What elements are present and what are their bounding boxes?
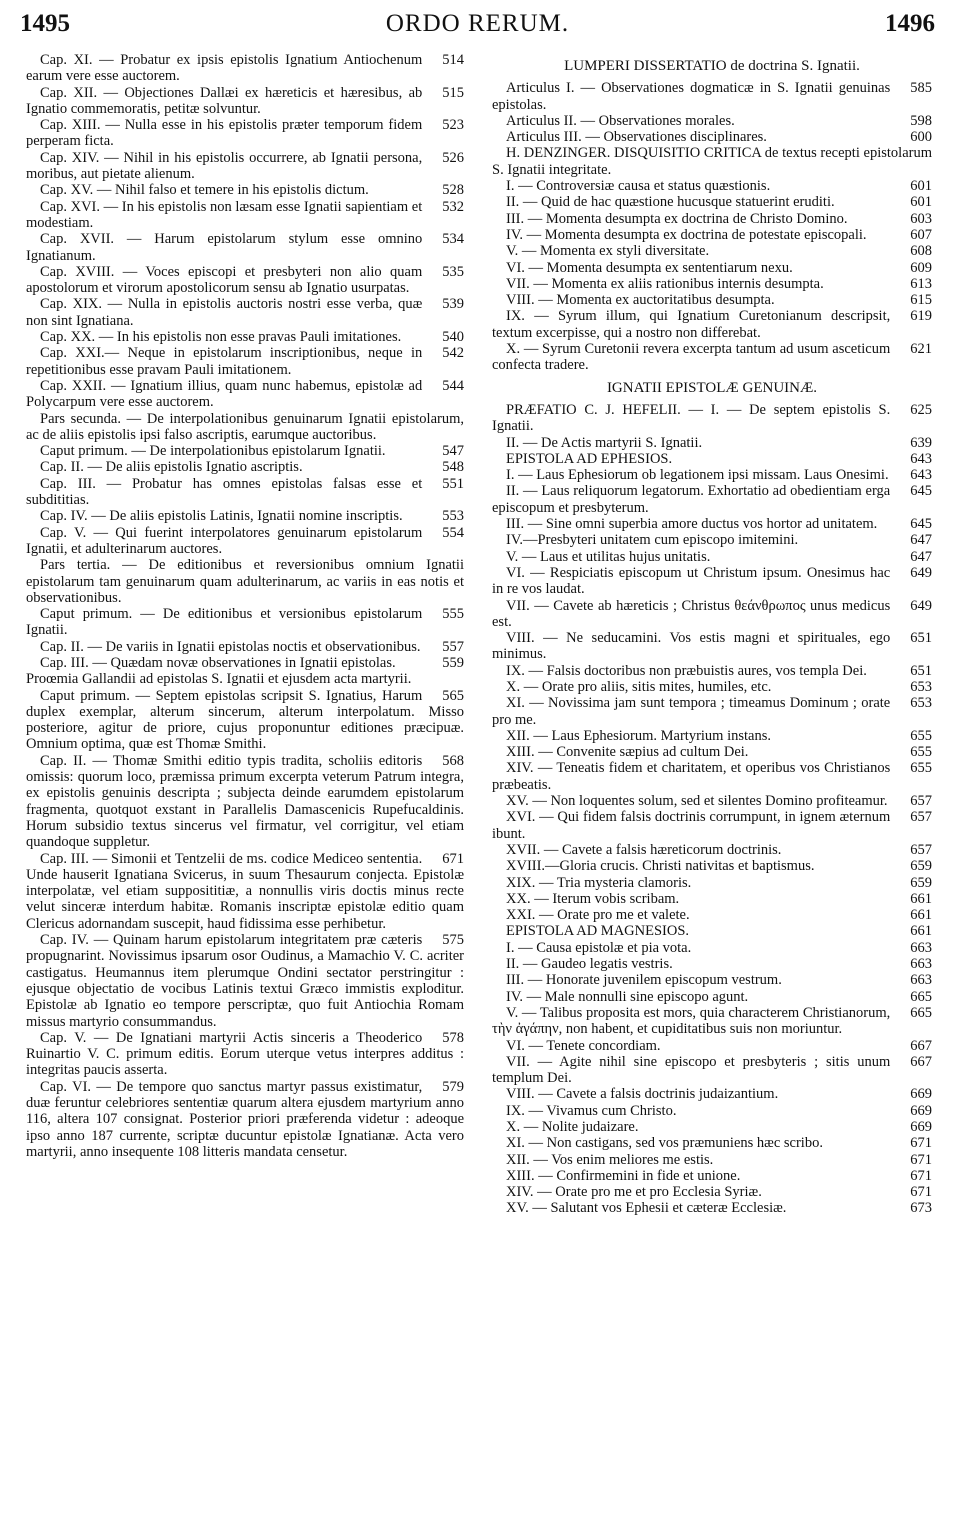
- toc-entry-text: Articulus I. — Observationes dogmaticæ in S. Ignatii genuinas epistolas.: [492, 80, 891, 113]
- toc-entry: [492, 308, 932, 341]
- toc-entry: [26, 557, 464, 606]
- toc-entry: [492, 842, 932, 858]
- toc-page-number: 651: [910, 630, 932, 647]
- toc-page-number: 669: [910, 1086, 932, 1103]
- toc-page-number: 603: [910, 210, 932, 227]
- toc-entry: [492, 875, 932, 891]
- toc-entry: [492, 341, 932, 374]
- toc-entry-text: XVI. — Qui fidem falsis doctrinis corrumpunt, in ignem æternum ibunt.: [492, 809, 891, 842]
- toc-entry-text: Cap. III. — Simonii et Tentzelii de ms. codice Mediceo sententia. Unde hauserit Ignatiana Svicerus, in suum Thesaurum conjecta. Epistolæ interpolatæ, vel etiam supposititiæ, a nonnullis viris doctis minus recte velut sinceræ interdum habitæ. Romanis inscriptæ epistolæ editio quam Clericus adornandam suscepit, haud fidissima esse perhibetur.: [26, 850, 464, 932]
- toc-entry: [492, 467, 932, 483]
- toc-entry: [492, 113, 932, 129]
- toc-entry: [492, 178, 932, 194]
- toc-page-number: 579: [442, 1078, 464, 1095]
- toc-entry: [492, 1152, 932, 1168]
- toc-entry-text: X. — Orate pro aliis, sitis mites, humiles, etc.: [506, 678, 772, 695]
- toc-page-number: 557: [442, 638, 464, 655]
- toc-entry-text: IX. — Syrum illum, qui Ignatium Curetonianum descripsit, textum excerpisse, qui a nostro non differebat.: [492, 308, 891, 341]
- toc-entry: [26, 329, 464, 345]
- section-heading: IGNATII EPISTOLÆ GENUINÆ.: [606, 379, 818, 396]
- toc-entry: [492, 923, 932, 939]
- toc-entry-text: XI. — Novissima jam sunt tempora ; timeamus Dominum ; orate pro me.: [492, 695, 891, 728]
- toc-entry-text: Cap. XIX. — Nulla in epistolis auctoris nostri esse verba, quæ non sint Ignatiana.: [26, 296, 423, 329]
- toc-entry-text: Cap. XX. — In his epistolis non esse pravas Pauli imitationes.: [40, 329, 402, 346]
- toc-entry: [492, 989, 932, 1005]
- toc-entry: [492, 744, 932, 760]
- toc-entry-text: Cap. V. — Qui fuerint interpolatores genuinarum epistolarum Ignatii, et adulterinarum auctores.: [26, 524, 423, 557]
- section-heading: LUMPERI DISSERTATIO de doctrina S. Ignatii.: [564, 58, 860, 74]
- toc-page-number: 657: [910, 841, 932, 858]
- toc-page-number: 667: [910, 1037, 932, 1054]
- toc-page-number: 598: [910, 112, 932, 129]
- toc-entry: [26, 85, 464, 118]
- toc-entry-text: Cap. XIII. — Nulla esse in his epistolis præter temporum fidem perperam ficta.: [26, 117, 423, 150]
- toc-page-number: 547: [442, 443, 464, 460]
- toc-entry-text: VI. — Respiciatis episcopum ut Christum ipsum. Onesimus hac in re vos laudat.: [492, 564, 891, 598]
- toc-entry: [26, 117, 464, 150]
- toc-page-number: 523: [442, 117, 464, 134]
- toc-entry-text: PRÆFATIO C. J. HEFELII. — I. — De septem epistolis S. Ignatii.: [492, 401, 891, 435]
- toc-entry: [492, 516, 932, 532]
- toc-page-number: 534: [442, 231, 464, 248]
- toc-page-number: 526: [442, 149, 464, 166]
- toc-page-number: 645: [910, 483, 932, 500]
- toc-page-number: 657: [910, 793, 932, 810]
- toc-page-number: 609: [910, 259, 932, 276]
- toc-entry-text: Proœmia Gallandii ad epistolas S. Ignatii et ejusdem acta martyrii.: [26, 671, 412, 688]
- toc-entry-text: Pars secunda. — De interpolationibus genuinarum Ignatii epistolarum, ac de aliis epistolis ipsi falso ascriptis, earumque auctoribus.: [26, 410, 464, 443]
- toc-entry-text: II. — De Actis martyrii S. Ignatii.: [506, 434, 703, 451]
- toc-entry: [26, 52, 464, 85]
- toc-entry: [492, 435, 932, 451]
- toc-page-number: 661: [910, 907, 932, 924]
- toc-entry-text: II. — Gaudeo legatis vestris.: [506, 956, 673, 973]
- toc-entry: [26, 443, 464, 459]
- toc-entry-text: VI. — Tenete concordiam.: [506, 1037, 661, 1054]
- toc-entry: [492, 1005, 932, 1038]
- toc-entry: [492, 276, 932, 292]
- toc-entry-text: V. — Laus et utilitas hujus unitatis.: [506, 548, 711, 565]
- toc-entry: [492, 194, 932, 210]
- toc-entry: [26, 182, 464, 198]
- toc-entry: [492, 598, 932, 631]
- toc-entry: [26, 296, 464, 329]
- toc-entry-text: Caput primum. — De editionibus et versionibus epistolarum Ignatii.: [26, 606, 423, 639]
- toc-page-number: 663: [910, 972, 932, 989]
- toc-page-number: 578: [442, 1029, 464, 1046]
- toc-page-number: 653: [910, 695, 932, 712]
- toc-entry-text: Cap. XVI. — In his epistolis non læsam esse Ignatii sapientiam et modestiam.: [26, 198, 423, 231]
- toc-entry: [492, 1184, 932, 1200]
- left-column: [26, 52, 464, 1160]
- toc-page-number: 669: [910, 1102, 932, 1119]
- toc-entry: [492, 858, 932, 874]
- toc-entry-text: XV. — Salutant vos Ephesii et cæteræ Ecclesiæ.: [506, 1200, 787, 1217]
- toc-page-number: 555: [442, 606, 464, 623]
- toc-page-number: 643: [910, 450, 932, 467]
- toc-entry-text: VII. — Momenta ex aliis rationibus internis desumpta.: [506, 275, 824, 292]
- toc-entry: [492, 532, 932, 548]
- toc-entry: [26, 150, 464, 183]
- toc-entry-text: Cap. XII. — Objectiones Dallæi ex hæreticis et hæresibus, ab Ignatio commemoratis, petitæ solvuntur.: [26, 84, 423, 117]
- toc-entry-text: Cap. III. — Quædam novæ observationes in Ignatii epistolas.: [40, 654, 396, 671]
- toc-entry-text: Caput primum. — De interpolationibus epistolarum Ignatii.: [40, 443, 386, 460]
- toc-entry: [492, 663, 932, 679]
- toc-entry-text: XIX. — Tria mysteria clamoris.: [506, 874, 692, 891]
- toc-entry-text: XV. — Non loquentes solum, sed et silentes Domino profiteamur.: [506, 793, 888, 810]
- toc-entry-text: I. — Controversiæ causa et status quæstionis.: [506, 178, 771, 195]
- toc-entry: [492, 793, 932, 809]
- toc-entry-text: XIII. — Confirmemini in fide et unione.: [506, 1167, 741, 1184]
- toc-entry: [492, 1038, 932, 1054]
- toc-entry: [492, 145, 932, 178]
- toc-page-number: 663: [910, 956, 932, 973]
- toc-page-number: 515: [442, 84, 464, 101]
- toc-page-number: 619: [910, 308, 932, 325]
- toc-entry: [492, 129, 932, 145]
- toc-entry: [492, 1200, 932, 1216]
- toc-page-number: 671: [910, 1167, 932, 1184]
- toc-entry: [492, 451, 932, 467]
- toc-page-number: 625: [910, 401, 932, 418]
- toc-page-number: 655: [910, 744, 932, 761]
- toc-entry-text: IX. — Vivamus cum Christo.: [506, 1102, 677, 1119]
- toc-page-number: 565: [442, 687, 464, 704]
- toc-entry: [492, 402, 932, 435]
- toc-entry: [492, 972, 932, 988]
- toc-page-number: 655: [910, 727, 932, 744]
- toc-entry-text: IV.—Presbyteri unitatem cum episcopo imitemini.: [506, 532, 799, 549]
- page-number-left: 1495: [20, 10, 70, 37]
- toc-page-number: 673: [910, 1200, 932, 1217]
- toc-entry-text: IV. — Momenta desumpta ex doctrina de potestate episcopali.: [506, 226, 867, 243]
- toc-entry: [26, 476, 464, 509]
- toc-page-number: 585: [910, 80, 932, 97]
- toc-entry: [26, 639, 464, 655]
- toc-page-number: 669: [910, 1119, 932, 1135]
- toc-page-number: 663: [910, 939, 932, 956]
- toc-entry: [492, 292, 932, 308]
- toc-page-number: 659: [910, 874, 932, 891]
- toc-entry-text: XIV. — Teneatis fidem et charitatem, et operibus vos Christianos præbeatis.: [492, 760, 891, 793]
- toc-page-number: 553: [442, 508, 464, 525]
- toc-entry-text: IX. — Falsis doctoribus non præbuistis aures, vos templa Dei.: [506, 662, 867, 679]
- toc-entry-text: Cap. XXII. — Ignatium illius, quam nunc habemus, epistolæ ad Polycarpum vere esse auctorem.: [26, 377, 423, 411]
- toc-entry: [26, 378, 464, 411]
- toc-page-number: 671: [442, 850, 464, 867]
- toc-entry-text: Cap. IV. — De aliis epistolis Latinis, Ignatii nomine inscriptis.: [40, 508, 403, 525]
- toc-entry: [492, 243, 932, 259]
- toc-entry: [492, 80, 932, 113]
- toc-entry-text: Articulus III. — Observationes disciplinares.: [506, 129, 767, 146]
- toc-entry: [26, 1030, 464, 1079]
- toc-page-number: 554: [442, 524, 464, 541]
- toc-entry-text: III. — Honorate juvenilem episcopum vestrum.: [506, 972, 782, 989]
- toc-entry-text: Pars tertia. — De editionibus et reversionibus omnium Ignatii epistolarum tam genuinarum quam adulterinarum, ac variis in eas notis et observationibus.: [26, 557, 464, 606]
- toc-entry: [26, 459, 464, 475]
- toc-entry-text: Cap. VI. — De tempore quo sanctus martyr passus existimatur, duæ feruntur celebriores sententiæ quarum altera ejusdem martyrium anno 116, altera 107 consignat. Posterior priori præferenda videtur : adeoque ipso anno 187 currente, scriptæ ducuntur epistolæ Ignatianæ. Acta vero martyrii, anno insequente 108 litteris mandata censetur.: [26, 1078, 464, 1160]
- toc-entry: [492, 907, 932, 923]
- toc-page-number: 575: [442, 932, 464, 949]
- toc-page-number: 539: [442, 296, 464, 313]
- toc-page-number: 647: [910, 548, 932, 565]
- toc-entry-text: XVII. — Cavete a falsis hæreticorum doctrinis.: [506, 841, 782, 858]
- toc-entry-text: IV. — Male nonnulli sine episcopo agunt.: [506, 988, 749, 1005]
- toc-entry-text: VIII. — Momenta ex auctoritatibus desumpta.: [506, 292, 775, 309]
- toc-entry: [26, 932, 464, 1030]
- toc-page-number: 607: [910, 226, 932, 243]
- toc-page-number: 608: [910, 243, 932, 260]
- toc-page-number: 647: [910, 532, 932, 549]
- toc-entry: [492, 1054, 932, 1087]
- toc-entry-text: XI. — Non castigans, sed vos præmuniens hæc scribo.: [506, 1135, 823, 1152]
- toc-page-number: 671: [910, 1184, 932, 1201]
- toc-page-number: 639: [910, 434, 932, 451]
- toc-page-number: 568: [442, 752, 464, 769]
- toc-entry: [26, 345, 464, 378]
- toc-entry: [492, 630, 932, 663]
- toc-entry-text: Cap. III. — Probatur has omnes epistolas falsas esse et subdititias.: [26, 475, 423, 509]
- toc-entry: [26, 264, 464, 297]
- toc-entry: [492, 679, 932, 695]
- toc-entry-text: XIV. — Orate pro me et pro Ecclesia Syriæ.: [506, 1184, 762, 1201]
- page-number-right: 1496: [885, 10, 935, 37]
- toc-entry-text: XXI. — Orate pro me et valete.: [506, 907, 690, 924]
- toc-entry-text: VII. — Agite nihil sine episcopo et presbyteris ; sitis unum templum Dei.: [492, 1053, 891, 1087]
- toc-entry: [492, 728, 932, 744]
- toc-entry-text: Cap. XVIII. — Voces episcopi et presbyteri non alio quam apostolorum et virorum apostolicorum sensu ab Ignatio usurpatas.: [26, 263, 423, 297]
- toc-page-number: 661: [910, 890, 932, 907]
- toc-entry-text: Cap. XXI.— Neque in epistolarum inscriptionibus, neque in repetitionibus esse pravam Pauli imitationem.: [26, 345, 423, 378]
- toc-page-number: 532: [442, 198, 464, 215]
- toc-page-number: 514: [442, 52, 464, 68]
- toc-entry-text: Cap. XIV. — Nihil in his epistolis occurrere, ab Ignatii persona, moribus, aut pietate alienum.: [26, 149, 423, 183]
- toc-entry-text: III. — Momenta desumpta ex doctrina de Christo Domino.: [506, 210, 848, 227]
- toc-entry-text: EPISTOLA AD MAGNESIOS.: [506, 923, 690, 940]
- toc-entry-text: Cap. IV. — Quinam harum epistolarum integritatem præ cæteris propugnarint. Novissimus ipsarum osor Oudinus, a Mamachio V. C. acriter castigatus. Heumannus item plerumque Ondini sectator perstringitur : ejusque objectatio de vocibus Latinis textui Græco immistis exploditur. Epistolæ ab Ignatio eo tempore perscriptæ, quo fuit Antiochia Romam missus martyrio consummandus.: [26, 932, 464, 1030]
- toc-entry-text: X. — Syrum Curetonii revera excerpta tantum ad usum asceticum confecta tradere.: [492, 341, 891, 374]
- toc-entry-text: Cap. XI. — Probatur ex ipsis epistolis Ignatium Antiochenum earum vere esse auctorem.: [26, 52, 423, 85]
- toc-page-number: 544: [442, 377, 464, 394]
- toc-entry: [492, 565, 932, 598]
- right-column: [492, 52, 932, 1217]
- toc-entry: [26, 606, 464, 639]
- toc-entry-text: Cap. XV. — Nihil falso et temere in his epistolis dictum.: [40, 182, 369, 199]
- toc-entry-text: Cap. II. — De variis in Ignatii epistolas noctis et observationibus.: [40, 638, 421, 655]
- toc-entry: [26, 655, 464, 671]
- toc-entry: [492, 1168, 932, 1184]
- toc-page-number: 649: [910, 564, 932, 581]
- toc-entry-text: X. — Nolite judaizare.: [506, 1119, 639, 1135]
- toc-entry-text: V. — Talibus proposita est mors, quia characterem Christianorum, τὴν ἀγάπην, non habent, et cupiditatibus suis non moriuntur.: [492, 1004, 891, 1038]
- toc-entry: [492, 260, 932, 276]
- toc-entry: [492, 549, 932, 565]
- toc-page-number: 657: [910, 809, 932, 826]
- toc-entry-text: XIII. — Convenite sæpius ad cultum Dei.: [506, 744, 749, 761]
- toc-page-number: 600: [910, 129, 932, 146]
- toc-entry: [26, 753, 464, 851]
- toc-page-number: 551: [442, 475, 464, 492]
- toc-entry-text: VII. — Cavete ab hæreticis ; Christus θεάνθρωπος unus medicus est.: [492, 597, 891, 630]
- toc-entry: [492, 956, 932, 972]
- toc-entry: [26, 508, 464, 524]
- toc-entry-text: XX. — Iterum vobis scribam.: [506, 890, 680, 907]
- toc-entry: [492, 1135, 932, 1151]
- toc-entry: [26, 688, 464, 753]
- toc-entry: [492, 227, 932, 243]
- toc-entry-text: Caput primum. — Septem epistolas scripsit S. Ignatius, Harum duplex exemplar, alterum sincerum, alterum interpolatum. Misso posteriore, agitur de priore, cujus proponuntur editiones præcipuæ. Omnium optima, quæ est Thomæ Smithi.: [26, 687, 464, 753]
- toc-entry-text: VIII. — Cavete a falsis doctrinis judaizantium.: [506, 1086, 779, 1103]
- toc-entry: [492, 695, 932, 728]
- toc-entry-text: Articulus II. — Observationes morales.: [506, 112, 735, 129]
- toc-page-number: 613: [910, 275, 932, 292]
- toc-entry: [492, 940, 932, 956]
- toc-page-number: 559: [442, 654, 464, 671]
- toc-entry-text: VIII. — Ne seducamini. Vos estis magni et spirituales, ego minimus.: [492, 630, 891, 663]
- toc-entry: [26, 671, 464, 687]
- toc-entry-text: Cap. II. — De aliis epistolis Ignatio ascriptis.: [40, 459, 303, 476]
- toc-page-number: 665: [910, 1004, 932, 1021]
- toc-entry-text: Cap. II. — Thomæ Smithi editio typis tradita, scholiis editoris omissis: quorum loco, præmissa primum excerpta veterum Patrum integra, ex epistolis genuinis descripta ; subjecta deinde earumdem epistolarum fragmenta, quotquot exstant in Parallelis Damascenicis Rupefucaldinis. Horum subsidio textus sincerus vel firmatur, vel corrigitur, vel etiam quandoque suppletur.: [26, 752, 464, 851]
- toc-page-number: 665: [910, 988, 932, 1005]
- toc-page-number: 649: [910, 597, 932, 614]
- toc-entry: [492, 483, 932, 516]
- toc-page-number: 535: [442, 263, 464, 280]
- toc-page-number: 643: [910, 467, 932, 484]
- toc-entry: [26, 199, 464, 232]
- toc-entry-text: I. — Laus Ephesiorum ob legationem ipsi missam. Laus Onesimi.: [506, 467, 889, 484]
- toc-entry: [492, 1086, 932, 1102]
- toc-page-number: 540: [442, 329, 464, 346]
- toc-entry-text: EPISTOLA AD EPHESIOS.: [506, 450, 673, 467]
- toc-page-number: 671: [910, 1135, 932, 1152]
- toc-entry: [492, 760, 932, 793]
- toc-page-number: 615: [910, 292, 932, 309]
- toc-page-number: 528: [442, 182, 464, 199]
- toc-page-number: 653: [910, 678, 932, 695]
- toc-page-number: 645: [910, 516, 932, 533]
- toc-entry-text: XII. — Vos enim meliores me estis.: [506, 1151, 714, 1168]
- toc-page-number: 542: [442, 345, 464, 362]
- toc-entry: [26, 231, 464, 264]
- toc-entry-text: V. — Momenta ex styli diversitate.: [506, 243, 710, 260]
- toc-entry: [26, 411, 464, 444]
- toc-entry-text: XVIII.—Gloria crucis. Christi nativitas et baptismus.: [506, 858, 815, 875]
- toc-page-number: 601: [910, 194, 932, 211]
- toc-page-number: 548: [442, 459, 464, 476]
- toc-page-number: 667: [910, 1053, 932, 1070]
- toc-entry-text: H. DENZINGER. DISQUISITIO CRITICA de textus recepti epistolarum S. Ignatii integritate.: [492, 145, 932, 178]
- toc-entry-text: I. — Causa epistolæ et pia vota.: [506, 939, 692, 956]
- toc-entry: [26, 1079, 464, 1160]
- toc-page-number: 601: [910, 178, 932, 195]
- toc-entry: [492, 211, 932, 227]
- toc-entry-text: Cap. V. — De Ignatiani martyrii Actis sinceris a Theoderico Ruinartio V. C. primum editis. Eorum uterque vetus interpres additus : integritas paucis asserta.: [26, 1029, 464, 1079]
- toc-page-number: 651: [910, 662, 932, 679]
- toc-entry: [492, 1119, 932, 1135]
- toc-page-number: 659: [910, 858, 932, 875]
- toc-entry-text: II. — Laus reliquorum legatorum. Exhortatio ad obedientiam erga episcopum et presbyterum.: [492, 483, 891, 516]
- toc-entry-text: II. — Quid de hac quæstione hucusque statuerint eruditi.: [506, 194, 835, 211]
- toc-entry: [26, 525, 464, 558]
- toc-entry-text: VI. — Momenta desumpta ex sententiarum nexu.: [506, 259, 793, 276]
- toc-entry: [492, 809, 932, 842]
- toc-entry: [492, 891, 932, 907]
- toc-entry-text: XII. — Laus Ephesiorum. Martyrium instans.: [506, 727, 771, 744]
- running-title: ORDO RERUM.: [385, 10, 570, 37]
- toc-entry-text: III. — Sine omni superbia amore ductus vos hortor ad unitatem.: [506, 516, 878, 533]
- toc-page-number: 661: [910, 923, 932, 940]
- toc-page-number: 655: [910, 760, 932, 777]
- page-header: [20, 10, 935, 44]
- toc-entry: [492, 1103, 932, 1119]
- toc-entry: [26, 851, 464, 932]
- toc-entry-text: Cap. XVII. — Harum epistolarum stylum esse omnino Ignatianum.: [26, 231, 423, 264]
- toc-page-number: 671: [910, 1151, 932, 1168]
- toc-page-number: 621: [910, 341, 932, 358]
